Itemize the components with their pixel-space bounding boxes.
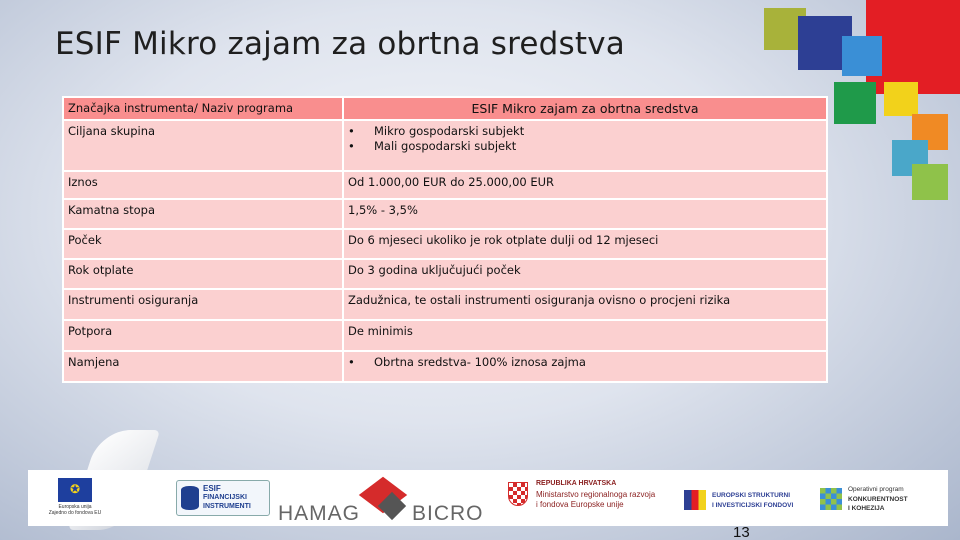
table-row — [64, 321, 826, 350]
row-value: De minimis — [344, 321, 826, 350]
decor-square-green — [834, 82, 876, 124]
esi-funds-line2: I INVESTICIJSKI FONDOVI — [712, 502, 794, 509]
bullet-item: • Obrtna sredstva- 100% iznosa zajma — [348, 355, 822, 370]
row-label: Iznos — [64, 172, 342, 198]
esif-logo — [176, 480, 270, 516]
database-icon — [181, 486, 199, 510]
op-line2: KONKURENTNOST — [848, 496, 908, 503]
row-label: Kamatna stopa — [64, 200, 342, 228]
program-features-table — [62, 96, 828, 383]
esi-funds-line1: EUROPSKI STRUKTURNI — [712, 492, 791, 499]
colored-tiles-icon — [684, 490, 706, 510]
row-label: Instrumenti osiguranja — [64, 290, 342, 319]
row-label: Rok otplate — [64, 260, 342, 288]
ministry-line1: REPUBLIKA HRVATSKA — [536, 480, 617, 487]
eu-logo-line1: Europska unija — [58, 504, 92, 510]
table-row — [64, 290, 826, 319]
slide-title: ESIF Mikro zajam za obrtna sredstva — [55, 26, 625, 62]
hamag-text: HAMAG — [278, 502, 361, 525]
table-row — [64, 230, 826, 258]
table-row — [64, 200, 826, 228]
eu-flag-icon: ✪ — [58, 478, 92, 502]
row-label: Ciljana skupina — [64, 121, 342, 170]
table-row — [64, 352, 826, 381]
table-row — [64, 260, 826, 288]
eu-logo-line2: Zajedno do fondova EU — [48, 510, 102, 516]
bicro-text: BICRO — [412, 502, 484, 525]
esi-funds-logo — [684, 486, 800, 516]
table-row — [64, 121, 826, 170]
croatian-coat-of-arms-icon — [508, 482, 528, 506]
row-value: Od 1.000,00 EUR do 25.000,00 EUR — [344, 172, 826, 198]
row-value: 1,5% - 3,5% — [344, 200, 826, 228]
esif-logo-line3: INSTRUMENTI — [203, 503, 251, 510]
ministry-line3: i fondova Europske unije — [536, 500, 624, 509]
esif-logo-line2: FINANCIJSKI — [203, 494, 247, 501]
table-header-row — [64, 98, 826, 119]
row-value: Zadužnica, te ostali instrumenti osiguranja ovisno o procjeni rizika — [344, 290, 826, 319]
row-value: Do 3 godina uključujući poček — [344, 260, 826, 288]
decor-square-lime — [912, 164, 948, 200]
operational-programme-logo — [818, 484, 944, 518]
decor-square-lightblue — [842, 36, 882, 76]
page-number: 13 — [733, 524, 750, 540]
header-label: Značajka instrumenta/ Naziv programa — [64, 98, 342, 119]
table-row — [64, 172, 826, 198]
mosaic-icon — [820, 488, 842, 510]
op-line3: I KOHEZIJA — [848, 505, 885, 512]
row-label: Poček — [64, 230, 342, 258]
eu-logo — [44, 478, 106, 520]
bullet-item: • Mikro gospodarski subjekt — [348, 124, 822, 139]
bullet-item: • Mali gospodarski subjekt — [348, 139, 822, 154]
decor-square-yellow — [884, 82, 918, 116]
row-label: Potpora — [64, 321, 342, 350]
row-label: Namjena — [64, 352, 342, 381]
row-value — [344, 121, 826, 170]
hamag-bicro-logo — [272, 476, 494, 526]
row-value: Do 6 mjeseci ukoliko je rok otplate dulji od 12 mjeseci — [344, 230, 826, 258]
header-value: ESIF Mikro zajam za obrtna sredstva — [344, 98, 826, 119]
row-value — [344, 352, 826, 381]
op-line1: Operativni program — [848, 486, 904, 493]
ministry-logo — [506, 478, 681, 518]
ministry-line2: Ministarstvo regionalnoga razvoja — [536, 490, 656, 499]
esif-logo-line1: ESIF — [203, 484, 221, 493]
